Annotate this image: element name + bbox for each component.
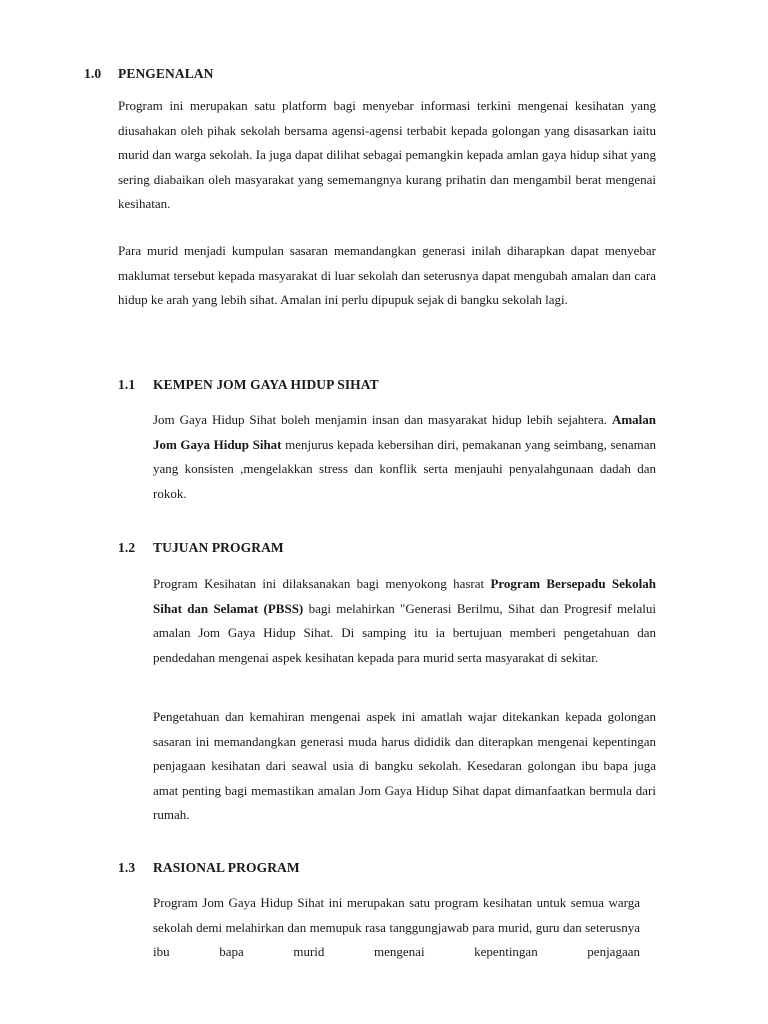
section-heading-pengenalan: [84, 66, 214, 82]
section-number: 1.3: [118, 860, 136, 875]
tujuan-text-start: Program Kesihatan ini dilaksanakan bagi menyokong hasrat: [153, 576, 491, 591]
intro-paragraph-1: Program ini merupakan satu platform bagi menyebar informasi terkini mengenai kesihatan yang diusahakan oleh pihak sekolah bersama agensi-agensi terbabit kepada golongan yang disasarkan iaitu murid dan warga sekolah. Ia juga dapat dilihat sebagai pemangkin kepada amlan gaya hidup sihat yang sering diabaikan oleh masyarakat yang sememangnya kurang prihatin dan mengambil berat mengenai kesihatan.: [118, 98, 656, 212]
section-title: RASIONAL PROGRAM: [153, 860, 300, 875]
rasional-paragraph-1: Program Jom Gaya Hidup Sihat ini merupakan satu program kesihatan untuk semua warga sekolah demi melahirkan dan memupuk rasa tanggungjawab para murid, guru dan seterusnya ibu bapa murid mengenai kepentingan penjagaan: [153, 895, 640, 960]
section-title: KEMPEN JOM GAYA HIDUP SIHAT: [153, 377, 379, 392]
kempen-text-end: menjurus kepada kebersihan diri, pemakanan yang seimbang, senaman yang konsisten ,mengelakkan stress dan konflik serta menjauhi penyalahgunaan dadah dan rokok.: [153, 436, 656, 501]
intro-paragraph-2: Para murid menjadi kumpulan sasaran memandangkan generasi inilah diharapkan dapat menyebar maklumat tersebut kepada masyarakat di luar sekolah dan seterusnya dapat mengubah amalan dan cara hidup ke arah yang lebih sihat. Amalan ini perlu dipupuk sejak di bangku sekolah lagi.: [118, 243, 656, 308]
tujuan-paragraph-2: Pengetahuan dan kemahiran mengenai aspek ini amatlah wajar ditekankan kepada golongan sasaran ini memandangkan generasi muda harus dididik dan diterapkan mengenai kepentingan penjagaan kesihatan dari seawal usia di bangku sekolah. Kesedaran golongan ibu bapa juga amat penting bagi memastikan amalan Jom Gaya Hidup Sihat dapat dimanfaatkan bermula dari rumah.: [153, 709, 656, 823]
tujuan-text-end: bagi melahirkan "Generasi Berilmu, Sihat dan Progresif melalui amalan Jom Gaya Hidup Sihat. Di samping itu ia bertujuan memberi pengetahuan dan pendedahan mengenai aspek kesihatan kepada para murid serta masyarakat di sekitar.: [153, 600, 656, 665]
tujuan-bold-phrase: Program Bersepadu Sekolah Sihat dan Selamat (PBSS): [153, 576, 656, 616]
section-title: TUJUAN PROGRAM: [153, 540, 284, 555]
section-number: 1.2: [118, 540, 136, 555]
section-heading-1-1: [118, 377, 379, 393]
tujuan-paragraph-1: [153, 572, 656, 670]
kempen-paragraph: [153, 408, 656, 506]
section-number: 1.0: [84, 66, 102, 81]
section-number: 1.1: [118, 377, 136, 392]
section-heading-1-2: [118, 540, 284, 556]
kempen-bold-phrase: Amalan Jom Gaya Hidup Sihat: [153, 412, 656, 452]
kempen-text-start: Jom Gaya Hidup Sihat boleh menjamin insan dan masyarakat hidup lebih sejahtera.: [153, 412, 612, 427]
section-heading-1-3: [118, 860, 300, 876]
section-title: PENGENALAN: [118, 66, 214, 81]
